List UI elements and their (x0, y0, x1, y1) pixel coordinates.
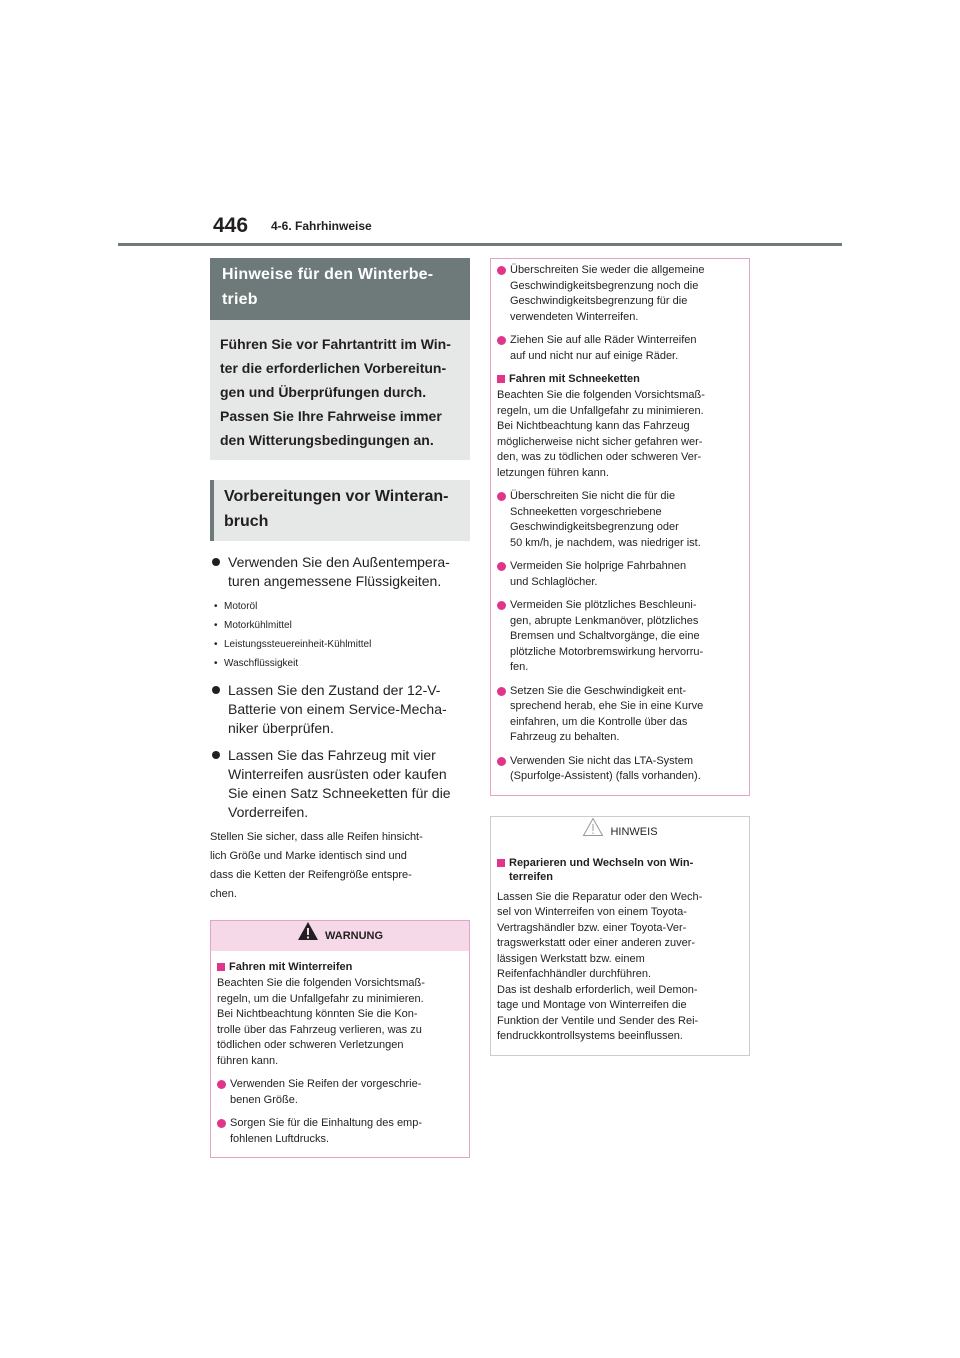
warning-triangle-icon (297, 921, 319, 947)
text-line: Batterie von einem Service-Mecha- (228, 701, 447, 717)
text-line: den, was zu tödlichen oder schweren Ver- (497, 451, 702, 463)
text-line: fendruckkontrollsystems beeinflussen. (497, 1030, 683, 1042)
text-line: sel von Winterreifen von einem Toyota- (497, 906, 687, 918)
text-line: einfahren, um die Kontrolle über das (510, 715, 688, 728)
fluids-list (210, 597, 470, 673)
intro-line: den Witterungsbedingungen an. (220, 432, 434, 448)
list-item (217, 1116, 463, 1147)
text-line: Beachten Sie die folgenden Vorsichtsmaß- (217, 977, 425, 989)
text-line: und Schlaglöcher. (510, 575, 598, 588)
note-text (497, 890, 743, 1045)
bullet-icon (497, 601, 506, 610)
warning-header (211, 921, 469, 951)
heading-preparations (210, 480, 470, 541)
list-item: • Leistungssteuereinheit-Kühlmittel (210, 635, 470, 654)
text-line: Geschwindigkeitsbegrenzung noch die (510, 279, 699, 292)
list-item: • Motoröl (210, 597, 470, 616)
warning-label: WARNUNG (324, 930, 384, 942)
text-line: tödlichen oder schweren Verletzungen (217, 1039, 404, 1051)
paragraph (210, 828, 470, 904)
text-line: führen kann. (217, 1054, 279, 1067)
bullet-icon (217, 1080, 226, 1089)
text-line: Geschwindigkeitsbegrenzung oder (510, 521, 679, 533)
bullet-icon (212, 686, 220, 694)
note-subheading (497, 856, 743, 884)
subheading-text: Reparieren und Wechseln von Win- (509, 856, 694, 869)
text-line: Vermeiden Sie plötzliches Beschleuni- (510, 599, 697, 611)
list-item (497, 684, 743, 746)
list-item (217, 1077, 463, 1108)
heading-line: Vorbereitungen vor Winteran- (224, 488, 449, 505)
text-line: Lassen Sie das Fahrzeug mit vier (228, 747, 436, 763)
heading-winter-driving (210, 258, 470, 320)
warning-subheading (217, 960, 463, 974)
bullet-icon (497, 687, 506, 696)
text-line: turen angemessene Flüssigkeiten. (228, 573, 442, 589)
text-line: Lassen Sie die Reparatur oder den Wech- (497, 890, 703, 903)
text-line: Verwenden Sie Reifen der vorgeschrie- (230, 1078, 422, 1090)
bullet-icon (497, 336, 506, 345)
text-line: auf und nicht nur auf einige Räder. (510, 349, 679, 362)
text-line: Das ist deshalb erforderlich, weil Demon- (497, 983, 698, 996)
bullet-icon (497, 492, 506, 501)
text-line: Schneeketten vorgeschriebene (510, 505, 662, 518)
intro-line: Führen Sie vor Fahrtantritt im Win- (220, 336, 451, 352)
text-line: regeln, um die Unfallgefahr zu minimieren. (217, 992, 424, 1005)
text-line: Bei Nichtbeachtung könnten Sie die Kon- (217, 1008, 418, 1020)
intro-line: gen und Überprüfungen durch. (220, 384, 427, 400)
heading-line: Hinweise für den Winterbe- (222, 266, 434, 283)
text-line: möglicherweise nicht sicher gefahren wer- (497, 435, 703, 448)
text-line: tage und Montage von Winterreifen die (497, 999, 687, 1011)
warning-text (497, 388, 743, 481)
list-item (497, 559, 743, 590)
heading-line: trieb (222, 291, 258, 308)
text-line: Bremsen und Schaltvorgänge, die eine (510, 630, 700, 642)
bullet-icon (212, 751, 220, 759)
heading-line: bruch (224, 513, 269, 530)
warning-text (217, 976, 463, 1069)
list-item (497, 754, 743, 785)
text-line: Stellen Sie sicher, dass alle Reifen hinsicht- (210, 831, 423, 843)
text-line: Überschreiten Sie weder die allgemeine (510, 264, 705, 276)
list-item (497, 489, 743, 551)
text-line: regeln, um die Unfallgefahr zu minimieren. (497, 404, 704, 417)
bullet-icon (217, 1119, 226, 1128)
warning-subheading (497, 372, 743, 386)
text-line: tragswerkstatt oder einer anderen zuver- (497, 937, 696, 949)
intro-box (210, 320, 470, 460)
list-item: • Waschflüssigkeit (210, 654, 470, 673)
text-line: 50 km/h, je nachdem, was niedriger ist. (510, 536, 701, 549)
bullet-icon (497, 266, 506, 275)
bullet-icon (497, 757, 506, 766)
text-line: Reifenfachhändler durchführen. (497, 968, 652, 980)
intro-line: Passen Sie Ihre Fahrweise immer (220, 408, 442, 424)
list-item (497, 333, 743, 364)
text-line: (Spurfolge-Assistent) (falls vorhanden). (510, 770, 701, 782)
text-line: verwendeten Winterreifen. (510, 310, 639, 323)
square-bullet-icon (497, 375, 505, 383)
text-line: Bei Nichtbeachtung kann das Fahrzeug (497, 420, 690, 432)
list-item (497, 263, 743, 325)
bullet-icon (497, 562, 506, 571)
text-line: Fahrzeug zu behalten. (510, 731, 620, 743)
text-line: lässigen Werkstatt bzw. einem (497, 952, 645, 965)
caution-triangle-icon (582, 817, 604, 843)
warning-box-continued (490, 258, 750, 796)
text-line: Sorgen Sie für die Einhaltung des emp- (230, 1117, 423, 1129)
text-line: Überschreiten Sie nicht die für die (510, 490, 676, 502)
text-line: Vermeiden Sie holprige Fahrbahnen (510, 560, 687, 572)
warning-content (211, 951, 469, 1157)
text-line: fen. (510, 661, 529, 673)
note-content (491, 847, 749, 1055)
square-bullet-icon (217, 963, 225, 971)
text-line: trolle über das Fahrzeug verlieren, was zu (217, 1023, 422, 1036)
square-bullet-icon (497, 859, 505, 867)
page-number: 446 (213, 214, 249, 237)
text-line: Vertragshändler bzw. einer Toyota-Ver- (497, 921, 687, 934)
bullet-icon (212, 558, 220, 566)
section-title: 4-6. Fahrhinweise (271, 219, 372, 233)
text-line: fohlenen Luftdrucks. (230, 1132, 330, 1145)
list-item: • Motorkühlmittel (210, 616, 470, 635)
list-item (210, 746, 470, 822)
text-line: gen, abrupte Lenkmanöver, plötzliches (510, 614, 699, 627)
note-label: HINWEIS (610, 825, 658, 838)
text-line: benen Größe. (230, 1093, 298, 1106)
list-item (210, 681, 470, 738)
intro-line: ter die erforderlichen Vorbereitun- (220, 360, 447, 376)
text-line: letzungen führen kann. (497, 466, 609, 479)
text-line: Setzen Sie die Geschwindigkeit ent- (510, 684, 687, 697)
text-line: niker überprüfen. (228, 720, 334, 736)
text-line: Lassen Sie den Zustand der 12-V- (228, 682, 441, 698)
text-line: sprechend herab, ehe Sie in eine Kurve (510, 700, 704, 712)
text-line: Sie einen Satz Schneeketten für die (228, 785, 451, 801)
right-column (490, 258, 750, 1056)
warning-box (210, 920, 470, 1158)
note-box (490, 816, 750, 1056)
text-line: plötzliche Motorbremswirkung hervorru- (510, 645, 704, 658)
text-line: Beachten Sie die folgenden Vorsichtsmaß- (497, 389, 705, 401)
subheading-text: Fahren mit Winterreifen (229, 961, 353, 973)
subheading-text: terreifen (509, 870, 554, 883)
list-item (497, 598, 743, 676)
text-line: chen. (210, 888, 237, 900)
header-rule (118, 243, 842, 246)
text-line: dass die Ketten der Reifengröße entspre- (210, 869, 412, 881)
list-item (210, 553, 470, 591)
text-line: Geschwindigkeitsbegrenzung für die (510, 295, 688, 307)
text-line: Vorderreifen. (228, 804, 309, 820)
text-line: Ziehen Sie auf alle Räder Winterreifen (510, 334, 697, 346)
text-line: lich Größe und Marke identisch sind und (210, 850, 407, 862)
text-line: Verwenden Sie nicht das LTA-System (510, 754, 694, 767)
note-header (491, 817, 749, 847)
text-line: Funktion der Ventile und Sender des Rei- (497, 1014, 699, 1027)
left-column (210, 258, 470, 1158)
text-line: Winterreifen ausrüsten oder kaufen (228, 766, 447, 782)
subheading-text: Fahren mit Schneeketten (509, 373, 640, 385)
text-line: Verwenden Sie den Außentempera- (228, 554, 450, 570)
warning-content (491, 259, 749, 795)
